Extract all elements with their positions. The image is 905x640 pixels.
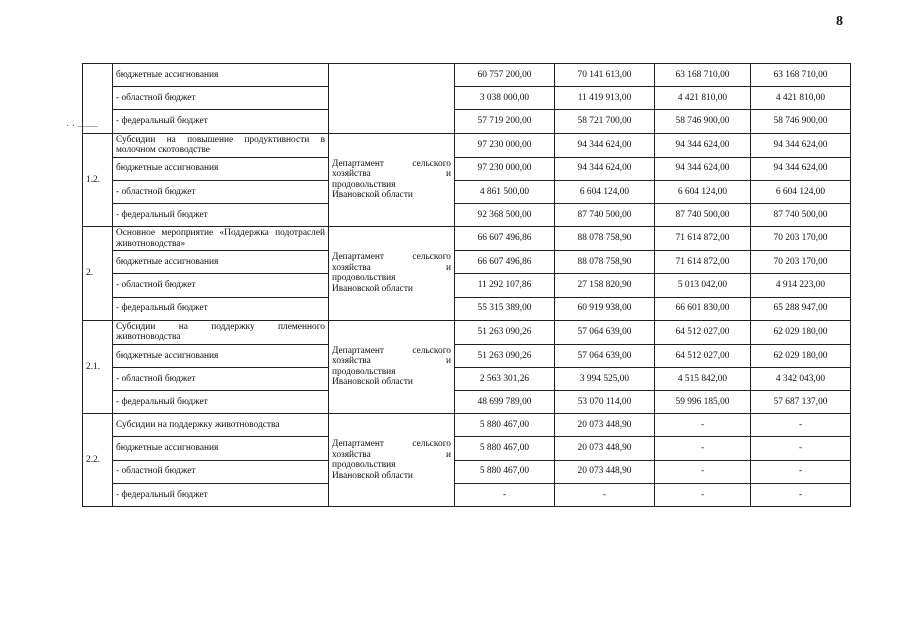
- value-cell: 20 073 448,90: [555, 414, 655, 437]
- name-cell: бюджетные ассигнования: [113, 344, 329, 367]
- value-cell: 63 168 710,00: [655, 64, 751, 87]
- scan-mark: · · ——: [66, 121, 98, 132]
- value-cell: -: [751, 414, 851, 437]
- value-cell: 87 740 500,00: [751, 203, 851, 226]
- page-number: 8: [836, 14, 843, 29]
- table-row: [83, 64, 851, 87]
- name-cell: - областной бюджет: [113, 180, 329, 203]
- dept-cell: [329, 414, 455, 507]
- value-cell: 87 740 500,00: [555, 203, 655, 226]
- dept-line: Департамент сельского: [332, 158, 451, 169]
- value-cell: 4 421 810,00: [751, 87, 851, 110]
- value-cell: 60 757 200,00: [455, 64, 555, 87]
- dept-line: хозяйства и: [332, 169, 451, 180]
- value-cell: 94 344 624,00: [751, 157, 851, 180]
- table-row: [83, 460, 851, 483]
- dept-line: Ивановской области: [332, 283, 413, 294]
- dept-line: Департамент сельского: [332, 252, 451, 263]
- value-cell: 63 168 710,00: [751, 64, 851, 87]
- name-cell: - федеральный бюджет: [113, 203, 329, 226]
- name-cell: - областной бюджет: [113, 367, 329, 390]
- value-cell: -: [655, 460, 751, 483]
- name-cell: - федеральный бюджет: [113, 297, 329, 320]
- dept-cell: [329, 320, 455, 414]
- value-cell: 62 029 180,00: [751, 320, 851, 344]
- value-cell: 58 746 900,00: [655, 110, 751, 133]
- value-cell: 51 263 090,26: [455, 344, 555, 367]
- value-cell: -: [751, 437, 851, 460]
- budget-table: [82, 63, 851, 507]
- index-cell: [83, 64, 113, 134]
- value-cell: -: [455, 483, 555, 506]
- value-cell: 57 687 137,00: [751, 391, 851, 414]
- value-cell: 2 563 301,26: [455, 367, 555, 390]
- value-cell: 94 344 624,00: [555, 157, 655, 180]
- index-cell: 1.2.: [83, 133, 113, 227]
- index-cell: 2.2.: [83, 414, 113, 507]
- value-cell: 60 919 938,00: [555, 297, 655, 320]
- index-cell: 2.: [83, 227, 113, 321]
- value-cell: 51 263 090,26: [455, 320, 555, 344]
- value-cell: 64 512 027,00: [655, 344, 751, 367]
- dept-line: Департамент сельского: [332, 439, 451, 450]
- name-cell: бюджетные ассигнования: [113, 157, 329, 180]
- dept-line: продовольствия: [332, 179, 396, 190]
- name-cell: - федеральный бюджет: [113, 483, 329, 506]
- value-cell: 4 421 810,00: [655, 87, 751, 110]
- table-row: [83, 483, 851, 506]
- name-cell: - областной бюджет: [113, 274, 329, 297]
- dept-line: продовольствия: [332, 273, 396, 284]
- dept-cell: [329, 227, 455, 321]
- value-cell: -: [655, 414, 751, 437]
- table-row: [83, 414, 851, 437]
- table-row: [83, 157, 851, 180]
- value-cell: 6 604 124,00: [655, 180, 751, 203]
- dept-line: хозяйства и: [332, 449, 451, 460]
- table-row: [83, 203, 851, 226]
- value-cell: 88 078 758,90: [555, 227, 655, 251]
- value-cell: -: [555, 483, 655, 506]
- value-cell: 4 342 043,00: [751, 367, 851, 390]
- value-cell: 3 994 525,00: [555, 367, 655, 390]
- name-cell: бюджетные ассигнования: [113, 251, 329, 274]
- value-cell: 6 604 124,00: [751, 180, 851, 203]
- value-cell: 94 344 624,00: [751, 133, 851, 157]
- dept-line: Ивановской области: [332, 377, 413, 388]
- value-cell: 59 996 185,00: [655, 391, 751, 414]
- table-row: [83, 297, 851, 320]
- table-row: [83, 320, 851, 344]
- value-cell: 71 614 872,00: [655, 227, 751, 251]
- value-cell: 71 614 872,00: [655, 251, 751, 274]
- index-cell: 2.1.: [83, 320, 113, 414]
- table-row: [83, 274, 851, 297]
- table-row: [83, 227, 851, 251]
- name-cell: Субсидии на поддержку животноводства: [113, 414, 329, 437]
- value-cell: 94 344 624,00: [655, 133, 751, 157]
- value-cell: 5 880 467,00: [455, 460, 555, 483]
- value-cell: -: [655, 483, 751, 506]
- value-cell: -: [751, 483, 851, 506]
- value-cell: 64 512 027,00: [655, 320, 751, 344]
- value-cell: 6 604 124,00: [555, 180, 655, 203]
- value-cell: 87 740 500,00: [655, 203, 751, 226]
- value-cell: 88 078 758,90: [555, 251, 655, 274]
- value-cell: 20 073 448,90: [555, 437, 655, 460]
- table-row: [83, 133, 851, 157]
- value-cell: 66 601 830,00: [655, 297, 751, 320]
- dept-line: Департамент сельского: [332, 345, 451, 356]
- value-cell: 3 038 000,00: [455, 87, 555, 110]
- value-cell: 65 288 947,00: [751, 297, 851, 320]
- value-cell: 4 914 223,00: [751, 274, 851, 297]
- value-cell: 53 070 114,00: [555, 391, 655, 414]
- value-cell: 11 292 107,86: [455, 274, 555, 297]
- value-cell: 27 158 820,90: [555, 274, 655, 297]
- name-cell: Основное мероприятие «Поддержка подотраслей животноводства»: [113, 227, 329, 251]
- value-cell: 57 719 200,00: [455, 110, 555, 133]
- name-cell: - областной бюджет: [113, 87, 329, 110]
- table-row: [83, 344, 851, 367]
- value-cell: 92 368 500,00: [455, 203, 555, 226]
- dept-line: хозяйства и: [332, 262, 451, 273]
- value-cell: -: [655, 437, 751, 460]
- value-cell: 97 230 000,00: [455, 157, 555, 180]
- value-cell: 55 315 389,00: [455, 297, 555, 320]
- name-cell: - федеральный бюджет: [113, 391, 329, 414]
- value-cell: 70 203 170,00: [751, 251, 851, 274]
- value-cell: 5 013 042,00: [655, 274, 751, 297]
- dept-cell: [329, 64, 455, 134]
- table-row: [83, 367, 851, 390]
- table-row: [83, 251, 851, 274]
- value-cell: 66 607 496,86: [455, 227, 555, 251]
- name-cell: бюджетные ассигнования: [113, 437, 329, 460]
- value-cell: 20 073 448,90: [555, 460, 655, 483]
- table-row: [83, 87, 851, 110]
- dept-cell: [329, 133, 455, 227]
- name-cell: - областной бюджет: [113, 460, 329, 483]
- dept-line: Ивановской области: [332, 190, 413, 201]
- table-row: [83, 391, 851, 414]
- value-cell: 58 721 700,00: [555, 110, 655, 133]
- table-row: [83, 437, 851, 460]
- dept-line: хозяйства и: [332, 356, 451, 367]
- name-cell: - федеральный бюджет: [113, 110, 329, 133]
- name-cell: Субсидии на поддержку племенного животноводства: [113, 320, 329, 344]
- value-cell: 62 029 180,00: [751, 344, 851, 367]
- value-cell: 70 141 613,00: [555, 64, 655, 87]
- value-cell: 66 607 496,86: [455, 251, 555, 274]
- value-cell: 4 515 842,00: [655, 367, 751, 390]
- table-row: [83, 110, 851, 133]
- table-row: [83, 180, 851, 203]
- value-cell: 94 344 624,00: [555, 133, 655, 157]
- value-cell: 5 880 467,00: [455, 437, 555, 460]
- name-cell: Субсидии на повышение продуктивности в молочном скотоводстве: [113, 133, 329, 157]
- value-cell: 5 880 467,00: [455, 414, 555, 437]
- name-cell: бюджетные ассигнования: [113, 64, 329, 87]
- value-cell: 94 344 624,00: [655, 157, 751, 180]
- value-cell: 48 699 789,00: [455, 391, 555, 414]
- value-cell: 58 746 900,00: [751, 110, 851, 133]
- value-cell: 97 230 000,00: [455, 133, 555, 157]
- value-cell: 70 203 170,00: [751, 227, 851, 251]
- value-cell: 11 419 913,00: [555, 87, 655, 110]
- value-cell: 57 064 639,00: [555, 320, 655, 344]
- dept-line: Ивановской области: [332, 470, 413, 481]
- value-cell: 57 064 639,00: [555, 344, 655, 367]
- value-cell: -: [751, 460, 851, 483]
- value-cell: 4 861 500,00: [455, 180, 555, 203]
- dept-line: продовольствия: [332, 366, 396, 377]
- dept-line: продовольствия: [332, 460, 396, 471]
